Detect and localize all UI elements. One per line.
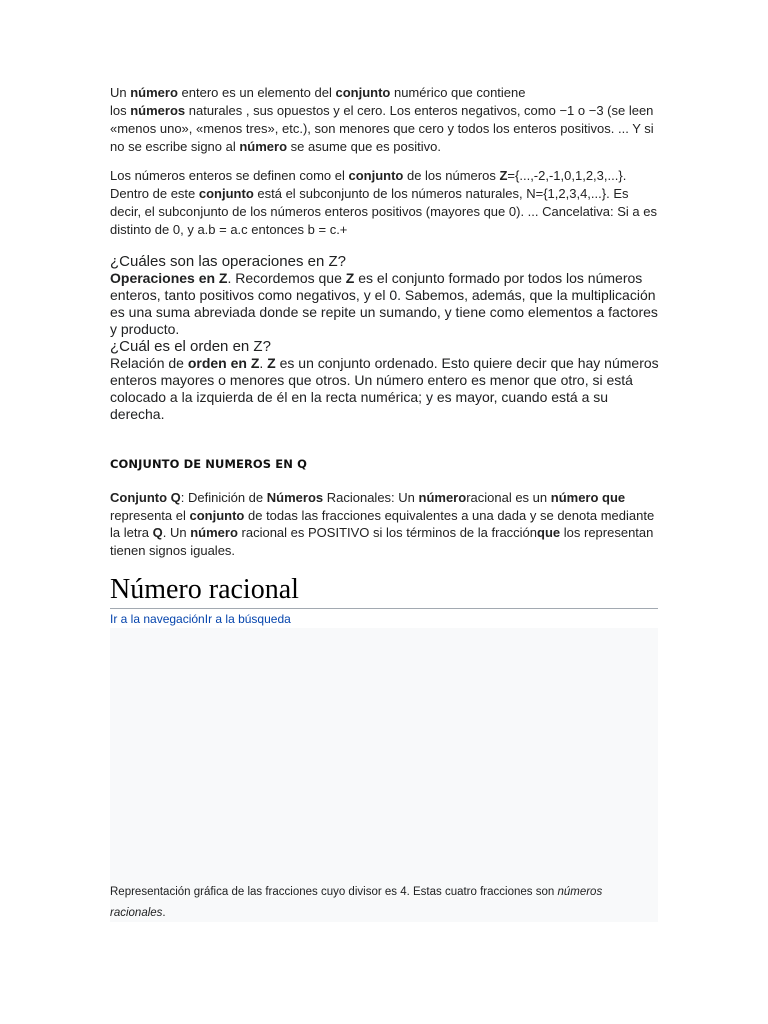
question-order: ¿Cuál es el orden en Z? xyxy=(110,338,271,355)
figure-caption: Representación gráfica de las fracciones cuyo divisor es 4. Estas cuatro fracciones son números racionales. xyxy=(110,886,603,919)
jump-to-search-link[interactable]: Ir a la búsqueda xyxy=(204,612,291,626)
wiki-article-title: Número racional xyxy=(110,573,658,609)
paragraph-integers-intro: Un número entero es un elemento del conjunto numérico que contiene los números naturales , sus opuestos y el cero. Los enteros negativos, como −1 o −3 (se leen «menos uno», «menos tres», etc.), son menores que cero y todos los enteros positivos. ... Y si no se escribe signo al número se asume que es positivo. xyxy=(110,85,654,154)
paragraph-order: Relación de orden en Z. Z es un conjunto ordenado. Esto quiere decir que hay números enteros mayores o menores que otros. Un número entero es menor que otro, si está colocado a la izquierda de él en la recta numérica; y es mayor, cuando está a su derecha. xyxy=(110,355,659,422)
wiki-jump-links xyxy=(110,611,660,627)
paragraph-operations: Operaciones en Z. Recordemos que Z es el conjunto formado por todos los números enteros, tanto positivos como negativos, y el 0. Sabemos, además, que la multiplicación es una suma abreviada donde se repite un sumando, y tiene como elementos a factores y producto. xyxy=(110,270,658,337)
question-operations: ¿Cuáles son las operaciones en Z? xyxy=(110,253,346,270)
jump-to-navigation-link[interactable]: Ir a la navegación xyxy=(110,612,205,626)
paragraph-integers-definition: Los números enteros se definen como el conjunto de los números Z={...,-2,-1,0,1,2,3,...}. Dentro de este conjunto está el subconjunto de los números naturales, N={1,2,3,4,...}. Es decir, el subconjunto de los números enteros positivos (mayores que 0). ... Cancelativa: Si a es distinto de 0, y a.b = a.c entonces b = c.+ xyxy=(110,168,658,237)
paragraph-rational-definition: Conjunto Q: Definición de Números Racionales: Un númeroracional es un número que representa el conjunto de todas las fracciones equivalentes a una dada y se denota mediante la letra Q. Un número racional es POSITIVO si los términos de la fracciónque los representan tienen signos iguales. xyxy=(110,490,655,558)
document-page xyxy=(110,84,660,922)
section-heading-q: CONJUNTO DE NUMEROS EN Q xyxy=(110,457,307,471)
figure-image-box xyxy=(110,628,658,922)
